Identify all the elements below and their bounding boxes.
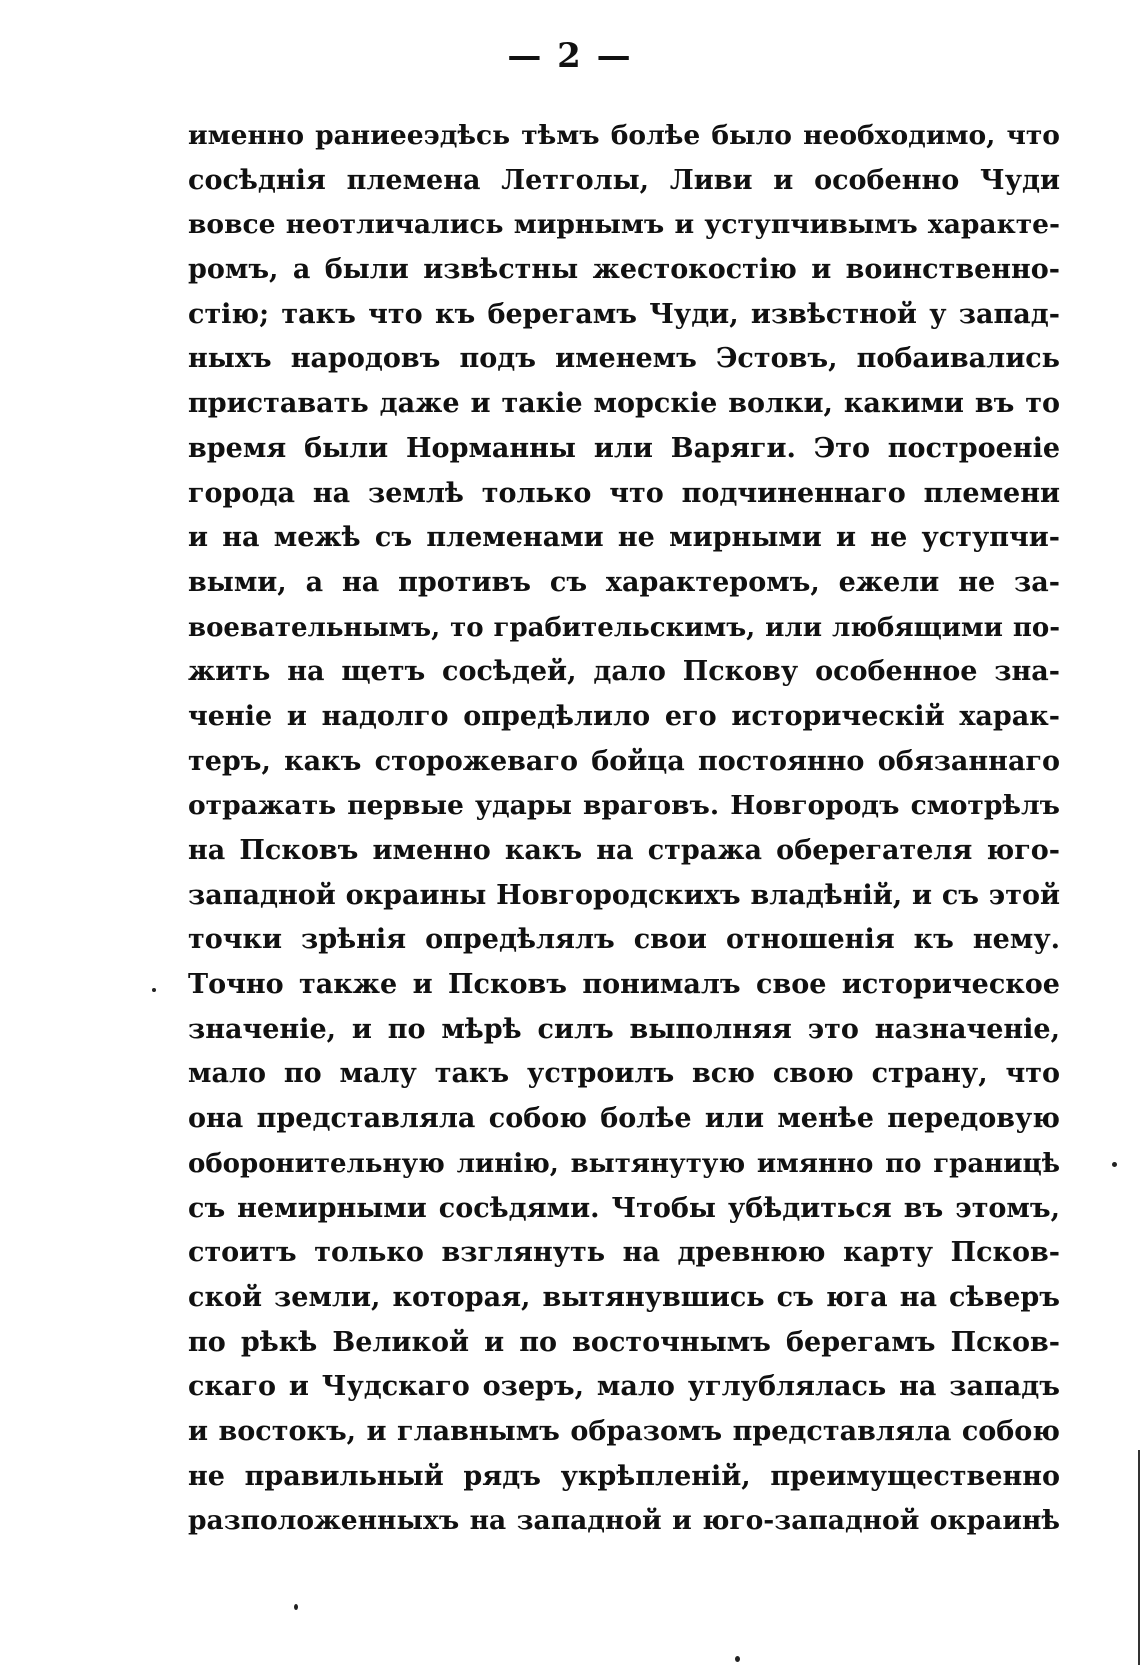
text-line: приставать даже и такіе морскіе волки, какими въ то — [188, 388, 1060, 420]
text-line: города на землѣ только что подчиненнаго племени — [188, 477, 1060, 509]
text-line: ныхъ народовъ подъ именемъ Эстовъ, побаивались — [188, 343, 1060, 375]
text-line: выми, а на противъ съ характеромъ, ежели не за- — [188, 566, 1060, 598]
text-line: ромъ, а были извѣстны жестокостію и воинственно- — [188, 254, 1060, 286]
scan-speck — [294, 1604, 298, 1610]
text-line: вовсе неотличались мирнымъ и уступчивымъ характе- — [188, 209, 1060, 241]
scan-speck — [152, 988, 156, 992]
text-line: не правильный рядъ укрѣпленій, преимущественно — [188, 1460, 1060, 1492]
body-text — [188, 114, 1060, 1544]
text-line: и на межѣ съ племенами не мирными и не уступчи- — [188, 522, 1060, 554]
text-line: время были Норманны или Варяги. Это построеніе — [188, 432, 1060, 464]
scan-speck — [1112, 1162, 1117, 1167]
text-line: ской земли, которая, вытянувшись съ юга на сѣверъ — [188, 1281, 1060, 1313]
text-line: точки зрѣнія опредѣлялъ свои отношенія къ нему. — [188, 924, 1060, 956]
text-line: на Псковъ именно какъ на стража оберегателя юго- — [188, 835, 1060, 866]
text-line: мало по малу такъ устроилъ всю свою страну, что — [188, 1058, 1060, 1090]
page-number: — 2 — — [507, 36, 633, 76]
text-line: значеніе, и по мѣрѣ силъ выполняя это назначеніе, — [188, 1013, 1060, 1045]
text-line: сосѣднія племена Летголы, Ливи и особенно Чуди — [188, 164, 1060, 196]
text-line: съ немирными сосѣдями. Чтобы убѣдиться въ этомъ, — [188, 1192, 1060, 1224]
scan-speck — [735, 1656, 740, 1662]
text-line: воевательнымъ, то грабительскимъ, или любящими по- — [188, 612, 1060, 643]
text-line: ченіе и надолго опредѣлило его историческій харак- — [188, 700, 1060, 732]
text-line: Точно также и Псковъ понималъ свое историческое — [188, 969, 1060, 1001]
text-line: разположенныхъ на западной и юго-западной окраинѣ — [188, 1505, 1060, 1537]
text-line: оборонительную линію, вытянутую имянно по границѣ — [188, 1148, 1060, 1179]
text-line: жить на щетъ сосѣдей, дало Пскову особенное зна- — [188, 656, 1060, 688]
text-line: отражать первые удары враговъ. Новгородъ смотрѣлъ — [188, 790, 1060, 822]
text-line: теръ, какъ сторожеваго бойца постоянно обязаннаго — [188, 745, 1060, 777]
text-line: стію; такъ что къ берегамъ Чуди, извѣстной у запад- — [188, 298, 1060, 330]
text-line: она представляла собою болѣе или менѣе передовую — [188, 1103, 1060, 1135]
text-line: по рѣкѣ Великой и по восточнымъ берегамъ Псков- — [188, 1326, 1060, 1358]
text-line: стоитъ только взглянуть на древнюю карту Псков- — [188, 1237, 1060, 1269]
text-line: западной окраины Новгородскихъ владѣній, и съ этой — [188, 879, 1060, 911]
text-line: и востокъ, и главнымъ образомъ представляла собою — [188, 1415, 1060, 1447]
text-line: именно раниееэдѣсь тѣмъ болѣе было необходимо, что — [188, 120, 1060, 151]
text-line: скаго и Чудскаго озеръ, мало углублялась на западъ — [188, 1371, 1060, 1403]
